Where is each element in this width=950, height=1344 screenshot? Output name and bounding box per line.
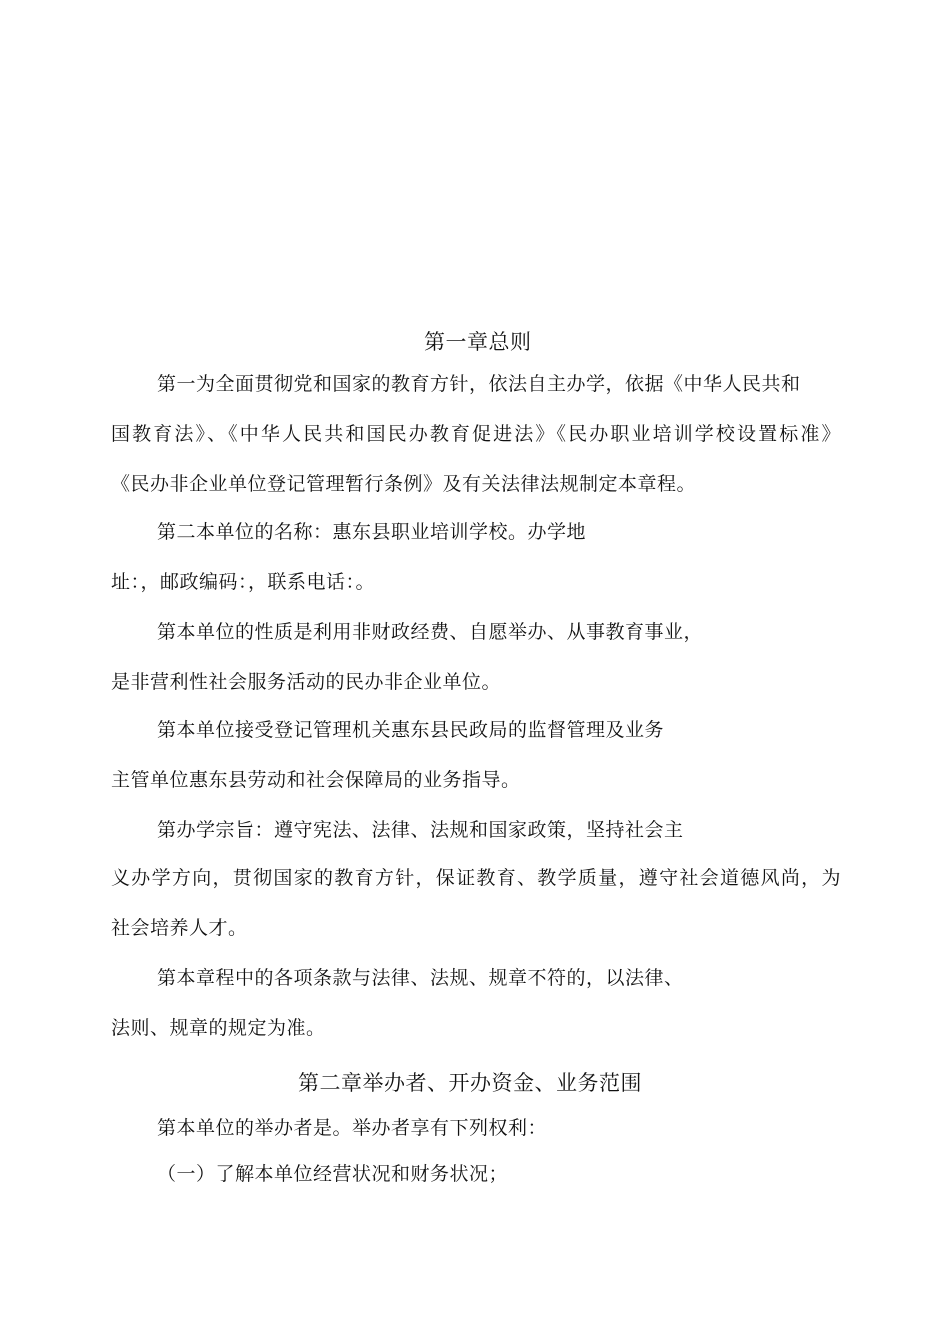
article-4-text-1: 本单位接受登记管理机关惠东县民政局的监督管理及业务 bbox=[176, 719, 665, 741]
article-3-lead: 第 bbox=[157, 621, 177, 643]
article-5-line-1 bbox=[157, 818, 684, 842]
chapter-1-title: 第一章总则 bbox=[424, 330, 532, 354]
article-3-text-1: 本单位的性质是利用非财政经费、自愿举办、从事教育事业， bbox=[176, 621, 704, 643]
article-7-lead: 第 bbox=[157, 1117, 177, 1139]
item-1: （一）了解本单位经营状况和财务状况； bbox=[157, 1163, 509, 1185]
article-1-line-3: 《民办非企业单位登记管理暂行条例》及有关法律法规制定本章程。 bbox=[111, 473, 697, 495]
article-5-text-1: 办学宗旨：遵守宪法、法律、法规和国家政策，坚持社会主 bbox=[176, 819, 684, 841]
article-5-line-2: 义办学方向，贯彻国家的教育方针，保证教育、教学质量，遵守社会道德风尚，为 bbox=[111, 867, 841, 889]
article-3-line-2: 是非营利性社会服务活动的民办非企业单位。 bbox=[111, 671, 502, 693]
article-2-lead: 第二 bbox=[157, 521, 197, 543]
article-6-lead: 第 bbox=[157, 967, 177, 989]
article-6-text-1: 本章程中的各项条款与法律、法规、规章不符的，以法律、 bbox=[176, 967, 684, 989]
article-7-text-1: 本单位的举办者是。举办者享有下列权利： bbox=[176, 1117, 548, 1139]
article-2-text-1: 本单位的名称：惠东县职业培训学校。办学地 bbox=[196, 521, 587, 543]
chapter-2-title: 第二章举办者、开办资金、业务范围 bbox=[298, 1071, 642, 1095]
article-5-lead: 第 bbox=[157, 819, 177, 841]
article-4-line-1 bbox=[157, 718, 664, 742]
article-1-lead: 第一 bbox=[157, 373, 197, 395]
article-1-line-1 bbox=[157, 372, 801, 396]
article-1-text-1: 为全面贯彻党和国家的教育方针，依法自主办学，依据《中华人民共和 bbox=[196, 373, 801, 395]
article-5-line-3: 社会培养人才。 bbox=[111, 917, 248, 939]
article-4-lead: 第 bbox=[157, 719, 177, 741]
article-1-line-2: 国教育法》、《中华人民共和国民办教育促进法》《民办职业培训学校设置标准》 bbox=[111, 423, 841, 445]
article-6-line-2: 法则、规章的规定为准。 bbox=[111, 1017, 326, 1039]
article-2-line-2: 址：，邮政编码：，联系电话：。 bbox=[111, 571, 376, 593]
article-4-line-2: 主管单位惠东县劳动和社会保障局的业务指导。 bbox=[111, 769, 521, 791]
article-6-line-1 bbox=[157, 966, 684, 990]
article-7-line-1 bbox=[157, 1116, 547, 1140]
article-2-line-1 bbox=[157, 520, 586, 544]
article-3-line-1 bbox=[157, 620, 703, 644]
